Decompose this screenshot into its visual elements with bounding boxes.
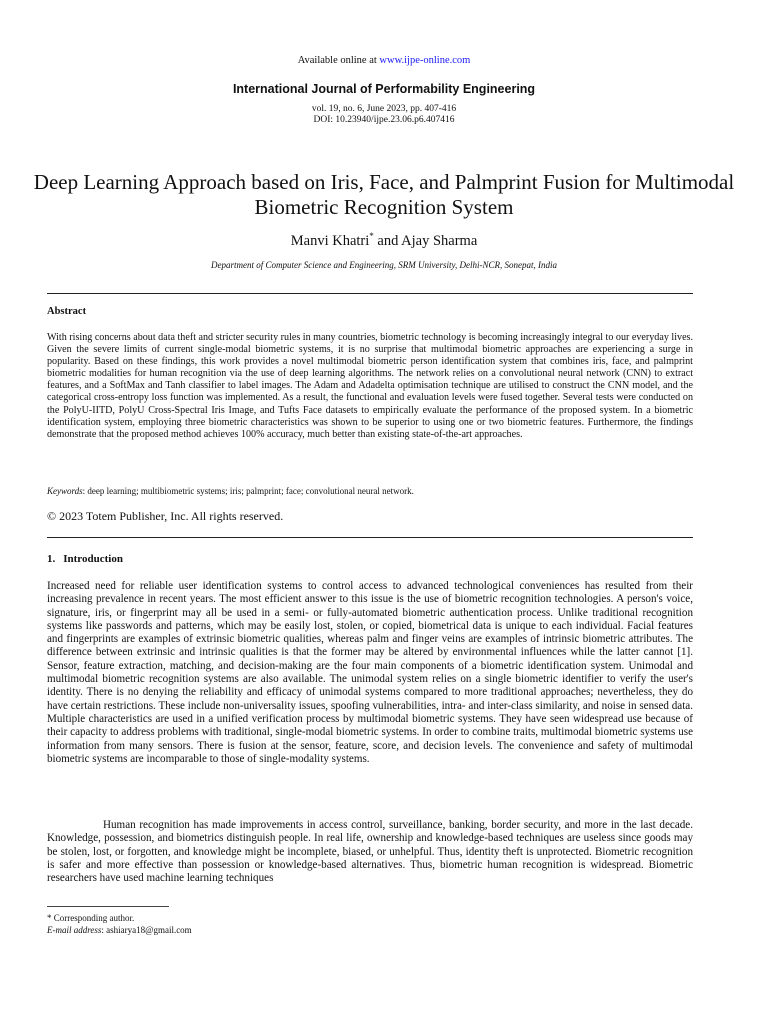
availability-prefix: Available online at xyxy=(297,55,380,66)
journal-name: International Journal of Performability Engineering xyxy=(232,82,536,96)
volume-info: vol. 19, no. 6, June 2023, pp. 407-416 xyxy=(311,104,457,114)
corresponding-mark: * xyxy=(369,231,374,241)
journal-website-link[interactable]: www.ijpe-online.com xyxy=(379,55,471,66)
footnote-email xyxy=(47,925,192,935)
author-1: Manvi Khatri xyxy=(290,232,370,249)
availability-line xyxy=(0,55,768,66)
section-title: Introduction xyxy=(63,553,123,565)
author-separator: and xyxy=(373,232,402,249)
abstract-heading: Abstract xyxy=(47,306,87,317)
affiliation: Department of Computer Science and Engineering, SRM University, Delhi-NCR, Sonepat, India xyxy=(211,260,557,270)
footnote-divider xyxy=(47,906,169,907)
section-heading xyxy=(47,553,123,565)
keywords xyxy=(47,486,693,496)
author-2: Ajay Sharma xyxy=(401,232,478,249)
intro-paragraph-1: Increased need for reliable user identification systems to control access to advanced technological conveniences has resulted from their increasing prevalence in recent years. The most efficient answer to this issue is the use of biometric recognition technologies. A person's voice, signature, iris, or fingerprint may all be used in a semi- or fully-automated biometric authentication process. Unlike traditional recognition systems like passwords and patterns, which may be easily lost, stolen, or copied, biometrical data is unique to each individual. Facial features and fingerprints are examples of extrinsic biometric qualities, whereas palm and finger veins are examples of intrinsic biometric attributes. The difference between extrinsic and intrinsic qualities is that the former may be altered by environmental influences while the latter cannot [1]. Sensor, feature extraction, matching, and decision-making are the four main components of a biometric identification system. Unimodal and multimodal biometric recognition systems are also available. The unimodal system relies on a single biometric identifier to verify the user's identity. There is no denying the reliability and efficacy of unimodal systems compared to more traditional approaches; nevertheless, they do have certain restrictions. These include non-universality issues, spoofing vulnerabilities, intra- and inter-class similarity, and noise in sensed data. Multiple characteristics are used in a unified verification process by multimodal biometric systems. They have seen widespread use because of their capacity to address problems with traditional, single-modal biometric systems. In order to combine traits, multimodal biometric systems use information from many sensors. There is fusion at the sensor, feature, score, and decision levels. The convenience and safety of multimodal biometric systems are incomparable to those of single-modality systems. xyxy=(47,580,693,765)
keywords-label: Keywords xyxy=(47,486,83,496)
top-divider xyxy=(47,293,693,294)
footnote-corresponding: * Corresponding author. xyxy=(47,913,135,923)
section-number: 1. xyxy=(47,553,56,565)
email-label: E-mail address xyxy=(47,925,102,935)
volume-block xyxy=(0,104,768,126)
doi: DOI: 10.23940/ijpe.23.06.p6.407416 xyxy=(313,115,455,125)
keywords-list: : deep learning; multibiometric systems; iris; palmprint; face; convolutional neural network. xyxy=(82,486,414,496)
abstract-text: With rising concerns about data theft and stricter security rules in many countries, biometric technology is becoming increasingly integral to our everyday lives. Given the severe limits of current single-modal biometric systems, it is no surprise that multimodal biometric approaches are experiencing a surge in popularity. Based on these findings, this work provides a novel multimodal biometric person identification system that combines iris, face, and palmprint biometric modalities for human recognition via the use of deep learning algorithms. The network relies on a convolutional neural network (CNN) to extract features, and a SoftMax and Tanh classifier to label images. The Adam and Adadelta optimisation technique are utilised to construct the CNN model, and the categorical cross-entropy loss function was implemented. As a result, the functional and evaluation levels were fused together. Several tests were conducted on the PolyU-IITD, PolyU Cross-Spectral Iris Image, and Tufts Face datasets to empirically evaluate the performance of the proposed system. In a biometric identification system, employing three biometric characteristics was shown to be superior to using one or two biometric features. Furthermore, the findings demonstrate that the proposed method achieves 100% accuracy, much better than existing state-of-the-art approaches. xyxy=(47,332,693,440)
intro-paragraph-2: Human recognition has made improvements in access control, surveillance, banking, border security, and more in the last decade. Knowledge, possession, and biometrics distinguish people. In real life, ownership and knowledge-based techniques are useless since goods may be stolen, lost, or forgotten, and knowledge might be incomplete, biased, or unhelpful. Thus, identity theft is unprotected. Biometric recognition is safer and more effective than possession or knowledge-based alternatives. Thus, biometric human recognition is widespread. Biometric researchers have used machine learning techniques xyxy=(47,819,693,885)
paper-title: Deep Learning Approach based on Iris, Face, and Palmprint Fusion for Multimodal Biometric Recognition System xyxy=(33,170,735,219)
email-address: : ashiarya18@gmail.com xyxy=(101,925,192,935)
section-divider xyxy=(47,537,693,538)
copyright: © 2023 Totem Publisher, Inc. All rights reserved. xyxy=(47,509,284,523)
author-list xyxy=(0,231,768,250)
